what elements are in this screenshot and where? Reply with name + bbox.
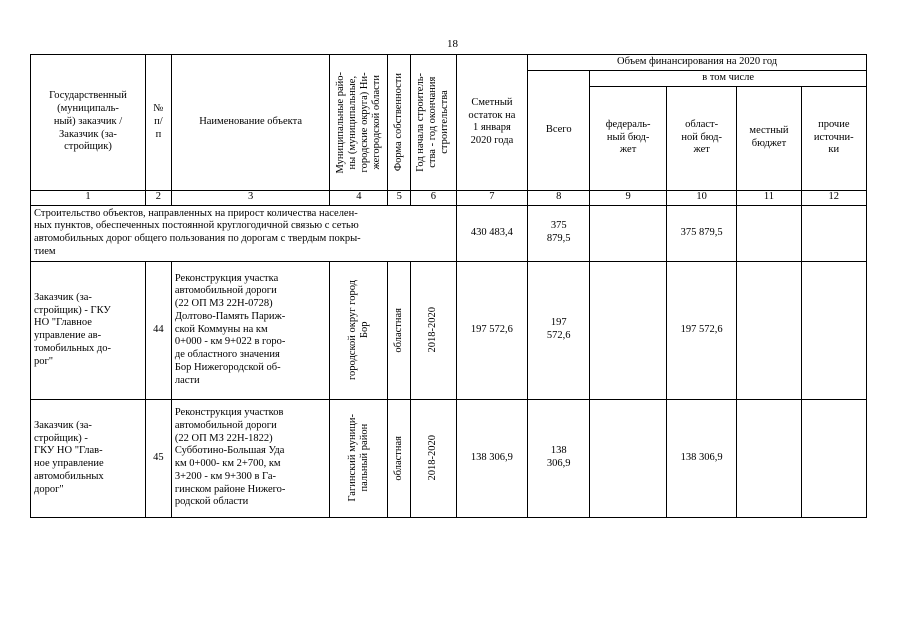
col-number: 3 [171,190,329,205]
header-object: Наименование объекта [171,55,329,191]
row-object: Реконструкция участка автомобильной дороги (22 ОП МЗ 22Н-0728) Долтово-Память Париж- ской Коммуны на км 0+000 - км 9+022 в горо- де областного значения Бор Нижегородской об- ласти [171,261,329,399]
section-other [801,205,866,261]
table-row [31,399,867,517]
row-number: 44 [145,261,171,399]
col-number: 2 [145,190,171,205]
col-number: 11 [737,190,801,205]
row-estimate: 138 306,9 [456,399,527,517]
col-number: 1 [31,190,146,205]
header-funding: Объем финансирования на 2020 год [528,55,867,71]
row-district: городской округ город Бор [330,261,388,399]
row-customer: Заказчик (за- стройщик) - ГКУ НО "Главное управление ав- томобильных до- рог" [31,261,146,399]
row-ownership: областная [388,261,411,399]
row-federal [590,399,667,517]
row-years: 2018-2020 [411,399,457,517]
row-federal [590,261,667,399]
col-number: 10 [666,190,736,205]
header-local: местный бюджет [737,86,801,190]
financing-table [30,54,867,518]
row-years: 2018-2020 [411,261,457,399]
section-total: 375 879,5 [528,205,590,261]
col-number: 12 [801,190,866,205]
section-federal [590,205,667,261]
header-total: Всего [528,70,590,190]
col-number: 7 [456,190,527,205]
section-row [31,205,867,261]
row-object: Реконструкция участков автомобильной дороги (22 ОП МЗ 22Н-1822) Субботино-Большая Уда км 0+000- км 2+700, км 3+200 - км 9+300 в Га- гинском районе Нижего- родской области [171,399,329,517]
header-federal: федераль- ный бюд- жет [590,86,667,190]
table-row [31,261,867,399]
col-number: 6 [411,190,457,205]
row-district: Гагинский муници- пальный район [330,399,388,517]
header-other: прочие источни- ки [801,86,866,190]
row-ownership: областная [388,399,411,517]
row-estimate: 197 572,6 [456,261,527,399]
section-local [737,205,801,261]
row-local [737,261,801,399]
header-district: Муниципальные райо- ны (муниципальные, городские округа) Ни- жегородской области [330,55,388,191]
row-other [801,261,866,399]
header-row-1 [31,55,867,71]
header-customer: Государственный (муниципаль- ный) заказчик / Заказчик (за- стройщик) [31,55,146,191]
row-regional: 197 572,6 [666,261,736,399]
header-estimate: Сметный остаток на 1 января 2020 года [456,55,527,191]
page-number: 18 [447,38,458,50]
column-number-row [31,190,867,205]
header-regional: област- ной бюд- жет [666,86,736,190]
header-ownership: Форма собственности [388,55,411,191]
row-local [737,399,801,517]
row-number: 45 [145,399,171,517]
section-title: Строительство объектов, направленных на прирост количества населен- ных пунктов, обеспеченных постоянной круглогодичной связью с сетью автомобильных дорог общего пользования по дорогам с твердым покры- тием [31,205,457,261]
row-total: 138 306,9 [528,399,590,517]
col-number: 4 [330,190,388,205]
col-number: 9 [590,190,667,205]
header-including: в том числе [590,70,867,86]
header-number: № п/ п [145,55,171,191]
row-customer: Заказчик (за- стройщик) - ГКУ НО "Глав- ное управление автомобильных дорог" [31,399,146,517]
col-number: 5 [388,190,411,205]
section-regional: 375 879,5 [666,205,736,261]
row-regional: 138 306,9 [666,399,736,517]
row-other [801,399,866,517]
col-number: 8 [528,190,590,205]
section-estimate: 430 483,4 [456,205,527,261]
header-years: Год начала строитель- ства - год окончания строительства [411,55,457,191]
row-total: 197 572,6 [528,261,590,399]
